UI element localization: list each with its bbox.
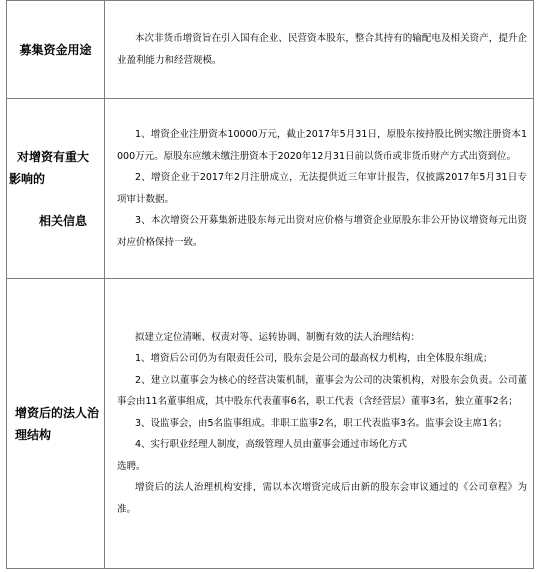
paragraph: 4、实行职业经理人制度，高级管理人员由董事会通过市场化方式: [135, 439, 408, 451]
paragraph: 本次非货币增资旨在引入国有企业、民营资本股东，整合其持有的输配电及相关资产，提升企业盈利能力和经营规模。: [117, 33, 527, 66]
paragraph: 2、增资企业于2017年2月注册成立，无法提供近三年审计报告，仅披露2017年5月31日专项审计数据。: [117, 172, 527, 205]
row-label-text: 影响的: [9, 171, 46, 186]
row-content-major-info: [105, 99, 534, 279]
row-label-fund-use: [7, 1, 105, 99]
row-content-governance: [105, 279, 534, 569]
row-label-text: 相关信息: [39, 213, 88, 228]
table-row: [7, 1, 534, 99]
row-label-governance: [7, 279, 105, 569]
paragraph: 拟建立定位清晰、权责对等、运转协调、制衡有效的法人治理结构：: [135, 331, 421, 343]
row-label-text: 募集资金用途: [19, 42, 92, 57]
paragraph: 1、增资后公司仍为有限责任公司，股东会是公司的最高权力机构，由全体股东组成；: [135, 353, 493, 365]
paragraph: 2、建立以董事会为核心的经营决策机制，董事会为公司的决策机构，对股东会负责。公司董事会由11名董事组成，其中股东代表董事6名，职工代表（含经营层）董事3名，独立董事2名；: [117, 374, 527, 408]
paragraph: 1、增资企业注册资本10000万元，截止2017年5月31日，原股东按持股比例实缴注册资本1000万元。原股东应缴未缴注册资本于2020年12月31日前以货币或非货币财产方式出资到位。: [117, 129, 527, 162]
row-content-fund-use: [105, 1, 534, 99]
table-row: [7, 99, 534, 279]
row-label-major-info: [7, 99, 105, 279]
paragraph: 3、本次增资公开募集新进股东每元出资对应价格与增资企业原股东非公开协议增资每元出资对应价格保持一致。: [117, 215, 527, 248]
row-label-text: 理结构: [15, 427, 52, 442]
row-label-text: 增资后的法人治: [15, 405, 100, 420]
row-label-text: 对增资有重大: [17, 149, 90, 164]
table-row: [7, 279, 534, 569]
paragraph: 3、设监事会，由5名监事组成。非职工监事2名，职工代表监事3名。监事会设主席1名；: [135, 417, 508, 429]
paragraph: 选聘。: [117, 460, 146, 472]
paragraph: 增资后的法人治理机构安排，需以本次增资完成后由新的股东会审议通过的《公司章程》为准。: [117, 482, 527, 515]
info-table: [6, 0, 534, 569]
